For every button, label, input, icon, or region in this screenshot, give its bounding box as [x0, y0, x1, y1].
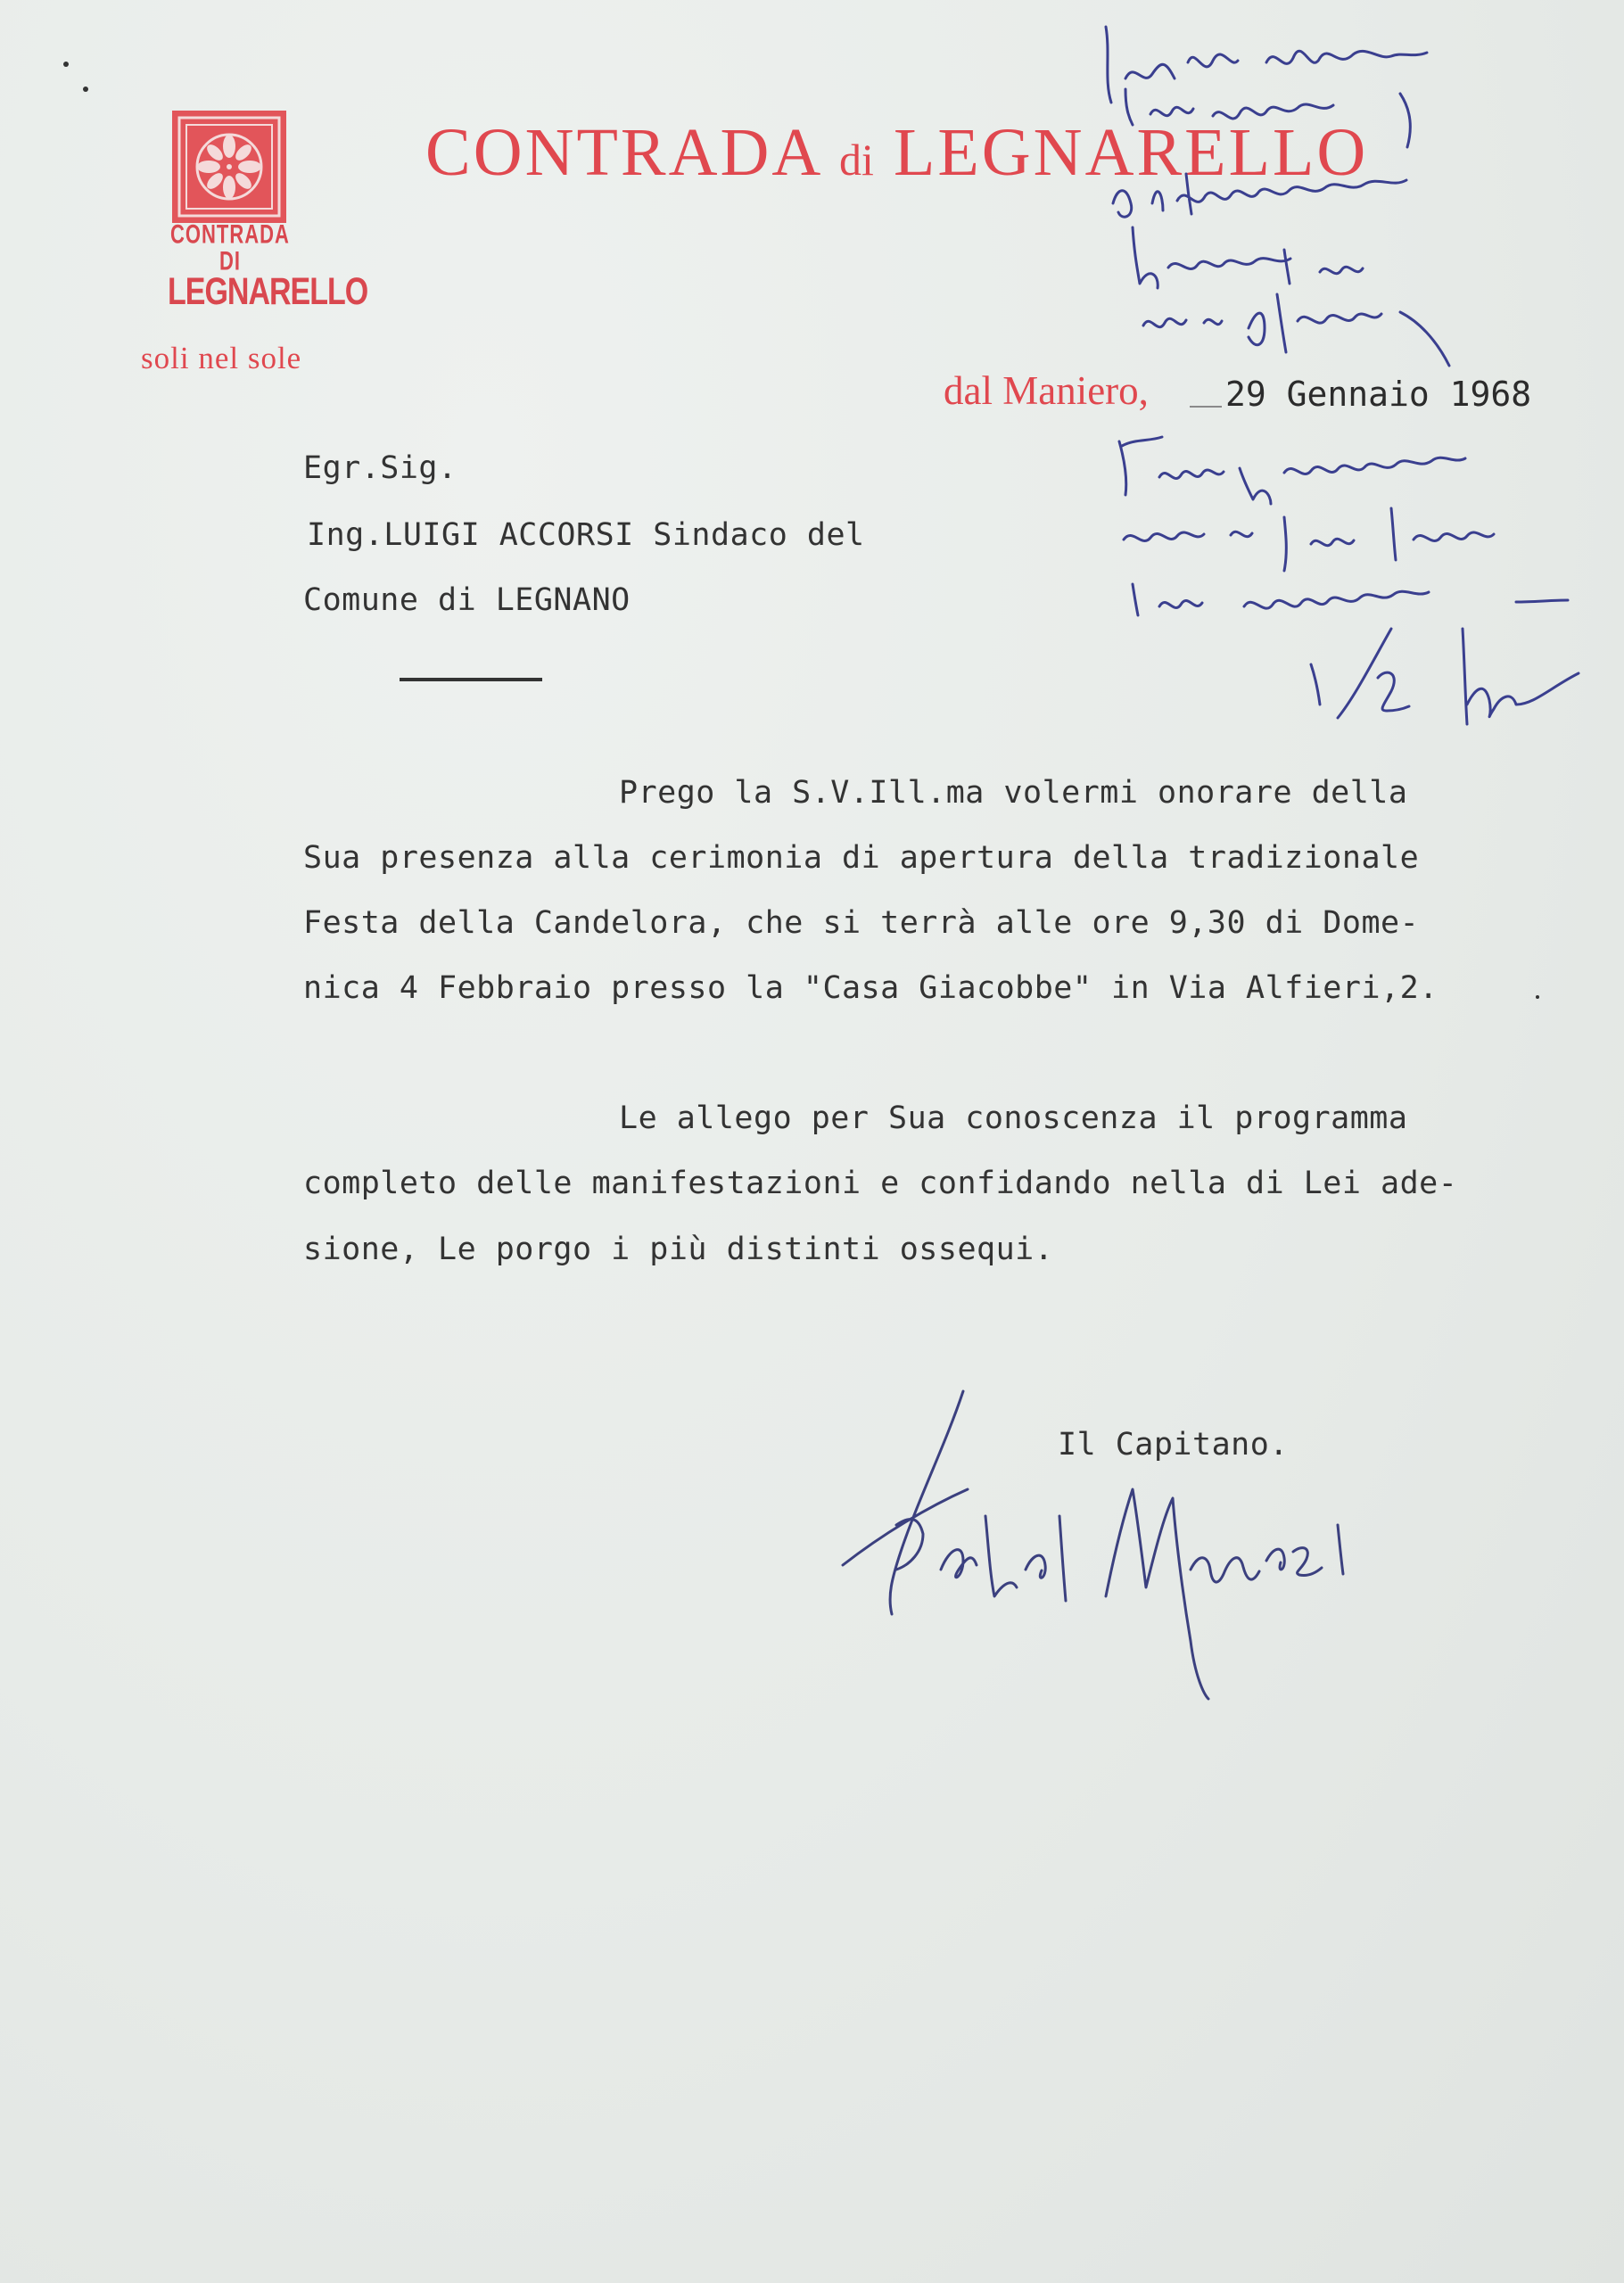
- body-p2-line1: Le allego per Sua conoscenza il programma: [619, 1100, 1408, 1136]
- logo-line1: CONTRADA DI: [170, 218, 290, 276]
- title-part-contrada: CONTRADA: [425, 115, 820, 190]
- body-p1-line4: nica 4 Febbraio presso la "Casa Giacobbe" in Via Alfieri,2.: [303, 970, 1439, 1006]
- closing-title: Il Capitano.: [1058, 1427, 1289, 1463]
- body-p1-line3: Festa della Candelora, che si terrà alle ore 9,30 di Dome-: [303, 905, 1420, 941]
- motto: soli nel sole: [141, 341, 302, 375]
- logo-line2: LEGNARELLO: [168, 270, 368, 313]
- body-p2-line2: completo delle manifestazioni e confidando nella di Lei ade-: [303, 1166, 1458, 1201]
- recipient-line3: Comune di LEGNANO: [303, 582, 631, 618]
- place-label: dal Maniero,: [944, 368, 1149, 413]
- title-part-legnarello: LEGNARELLO: [893, 115, 1369, 190]
- body-p1-line1: Prego la S.V.Ill.ma volermi onorare della: [619, 775, 1408, 811]
- body-p2-line3: sione, Le porgo i più distinti ossequi.: [303, 1232, 1054, 1267]
- title-part-di: di: [839, 135, 874, 185]
- letter-date: 29 Gennaio 1968: [1225, 375, 1532, 414]
- body-p1-line2: Sua presenza alla cerimonia di apertura della tradizionale: [303, 840, 1420, 876]
- recipient-line1: Egr.Sig.: [303, 450, 458, 486]
- recipient-line2: Ing.LUIGI ACCORSI Sindaco del: [307, 517, 865, 553]
